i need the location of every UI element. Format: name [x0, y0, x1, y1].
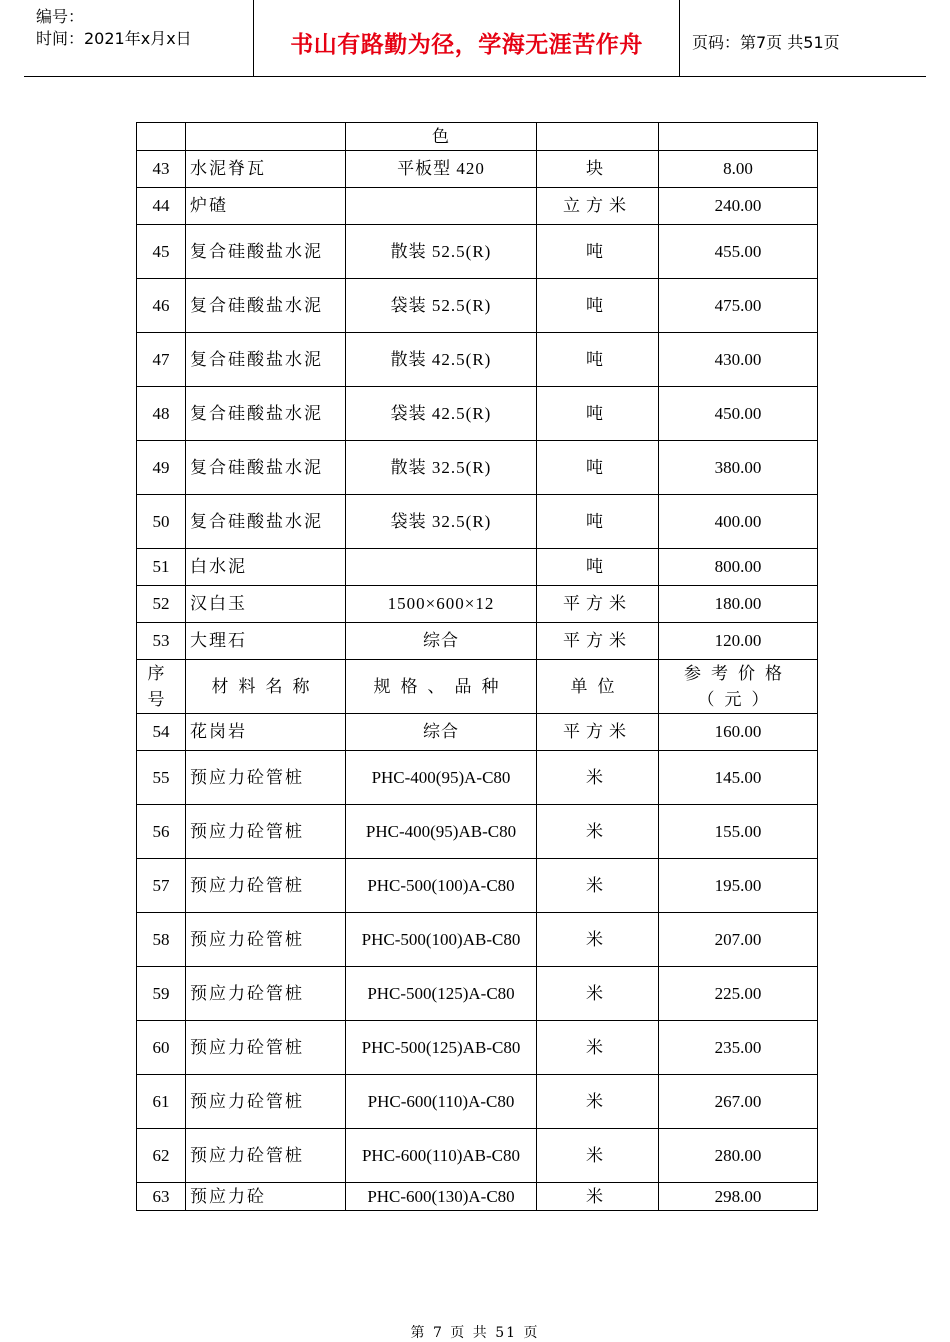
table-row [137, 913, 818, 967]
cell-price: 180.00 [659, 586, 818, 623]
cell-name: 花岗岩 [186, 714, 346, 751]
cell-name: 预应力砼管桩 [186, 805, 346, 859]
cell-name: 预应力砼管桩 [186, 751, 346, 805]
page-header [24, 0, 926, 77]
cell-unit: 吨 [537, 225, 659, 279]
cell-unit: 米 [537, 751, 659, 805]
cell-unit: 平方米 [537, 623, 659, 660]
cell-name: 复合硅酸盐水泥 [186, 387, 346, 441]
cell-no: 61 [137, 1075, 186, 1129]
document-number-label: 编号： [36, 7, 85, 26]
header-motto: 书山有路勤为径，学海无涯苦作舟 [290, 31, 643, 58]
cell-name: 汉白玉 [186, 586, 346, 623]
table-row [137, 188, 818, 225]
cell-name: 复合硅酸盐水泥 [186, 441, 346, 495]
table-row [137, 1021, 818, 1075]
cell-name: 预应力砼管桩 [186, 1021, 346, 1075]
cell-spec: PHC-500(125)AB-C80 [346, 1021, 537, 1075]
cell-spec: PHC-400(95)A-C80 [346, 751, 537, 805]
cell-unit: 米 [537, 1075, 659, 1129]
table-row [137, 279, 818, 333]
cell-unit: 平方米 [537, 586, 659, 623]
cell-price: 380.00 [659, 441, 818, 495]
cell-no: 47 [137, 333, 186, 387]
cell-no: 57 [137, 859, 186, 913]
cell-price: 475.00 [659, 279, 818, 333]
cell-spec: 袋装 42.5(R) [346, 387, 537, 441]
cell-price: 155.00 [659, 805, 818, 859]
cell-name: 复合硅酸盐水泥 [186, 333, 346, 387]
cell-spec: PHC-500(100)AB-C80 [346, 913, 537, 967]
cell-unit: 吨 [537, 549, 659, 586]
cell-no: 43 [137, 151, 186, 188]
cell-unit: 米 [537, 967, 659, 1021]
table-row [137, 751, 818, 805]
table-row [137, 333, 818, 387]
cell-spec: 袋装 32.5(R) [346, 495, 537, 549]
cell-unit: 吨 [537, 279, 659, 333]
cell-price: 430.00 [659, 333, 818, 387]
cell-spec: PHC-600(130)A-C80 [346, 1183, 537, 1211]
material-price-table-body [137, 123, 818, 1211]
table-row [137, 387, 818, 441]
cell-price: 195.00 [659, 859, 818, 913]
cell-price: 225.00 [659, 967, 818, 1021]
cell-name: 预应力砼管桩 [186, 1129, 346, 1183]
cell-name: 炉碴 [186, 188, 346, 225]
table-row-continuation [137, 123, 818, 151]
cell-name: 白水泥 [186, 549, 346, 586]
table-row [137, 1075, 818, 1129]
table-row [137, 225, 818, 279]
cell-unit: 米 [537, 913, 659, 967]
cell-unit: 立方米 [537, 188, 659, 225]
cell-no [137, 123, 186, 151]
cell-no: 52 [137, 586, 186, 623]
cell-no: 51 [137, 549, 186, 586]
column-header-unit: 单位 [537, 660, 659, 714]
column-header-name: 材料名称 [186, 660, 346, 714]
table-row [137, 586, 818, 623]
table-row [137, 805, 818, 859]
cell-unit [537, 123, 659, 151]
cell-price [659, 123, 818, 151]
cell-spec: 综合 [346, 623, 537, 660]
header-motto-cell [254, 0, 680, 76]
cell-no: 50 [137, 495, 186, 549]
column-header-no: 序号 [137, 660, 186, 714]
header-page-cell [680, 0, 926, 76]
cell-name: 复合硅酸盐水泥 [186, 225, 346, 279]
cell-no: 55 [137, 751, 186, 805]
cell-no: 54 [137, 714, 186, 751]
cell-unit: 块 [537, 151, 659, 188]
table-row [137, 1129, 818, 1183]
cell-spec: PHC-600(110)A-C80 [346, 1075, 537, 1129]
cell-name [186, 123, 346, 151]
table-row [137, 1183, 818, 1211]
cell-unit: 米 [537, 1021, 659, 1075]
cell-no: 46 [137, 279, 186, 333]
cell-no: 60 [137, 1021, 186, 1075]
cell-name: 大理石 [186, 623, 346, 660]
cell-name: 水泥脊瓦 [186, 151, 346, 188]
cell-price: 8.00 [659, 151, 818, 188]
cell-spec: PHC-500(125)A-C80 [346, 967, 537, 1021]
material-price-table [136, 122, 818, 1211]
cell-no: 49 [137, 441, 186, 495]
cell-price: 280.00 [659, 1129, 818, 1183]
cell-unit: 平方米 [537, 714, 659, 751]
cell-price: 267.00 [659, 1075, 818, 1129]
cell-no: 48 [137, 387, 186, 441]
cell-spec: 平板型 420 [346, 151, 537, 188]
cell-no: 59 [137, 967, 186, 1021]
cell-price: 298.00 [659, 1183, 818, 1211]
cell-spec: 综合 [346, 714, 537, 751]
cell-unit: 吨 [537, 441, 659, 495]
table-row [137, 967, 818, 1021]
cell-spec: 袋装 52.5(R) [346, 279, 537, 333]
cell-unit: 吨 [537, 495, 659, 549]
header-page-number: 页码：第7页 共51页 [692, 33, 840, 52]
cell-no: 58 [137, 913, 186, 967]
cell-name: 复合硅酸盐水泥 [186, 495, 346, 549]
table-row [137, 441, 818, 495]
cell-price: 455.00 [659, 225, 818, 279]
cell-spec: 散装 32.5(R) [346, 441, 537, 495]
table-row [137, 151, 818, 188]
cell-price: 240.00 [659, 188, 818, 225]
cell-price: 145.00 [659, 751, 818, 805]
cell-no: 62 [137, 1129, 186, 1183]
cell-name: 预应力砼管桩 [186, 859, 346, 913]
cell-price: 207.00 [659, 913, 818, 967]
page-footer: 第 7 页 共 51 页 [410, 1325, 540, 1341]
table-row [137, 859, 818, 913]
table-row [137, 623, 818, 660]
cell-price: 235.00 [659, 1021, 818, 1075]
table-row [137, 495, 818, 549]
cell-unit: 吨 [537, 333, 659, 387]
header-meta [24, 0, 254, 76]
document-time-label: 时间：2021年x月x日 [36, 29, 192, 48]
cell-name: 预应力砼管桩 [186, 913, 346, 967]
cell-no: 63 [137, 1183, 186, 1211]
cell-price: 120.00 [659, 623, 818, 660]
cell-no: 56 [137, 805, 186, 859]
column-header-price: 参考价格（元） [659, 660, 818, 714]
cell-spec [346, 549, 537, 586]
cell-price: 450.00 [659, 387, 818, 441]
cell-no: 53 [137, 623, 186, 660]
cell-unit: 米 [537, 859, 659, 913]
cell-spec: 散装 42.5(R) [346, 333, 537, 387]
cell-unit: 米 [537, 1183, 659, 1211]
cell-spec: PHC-500(100)A-C80 [346, 859, 537, 913]
table-row [137, 549, 818, 586]
table-header-row [137, 660, 818, 714]
cell-name: 预应力砼 [186, 1183, 346, 1211]
cell-name: 预应力砼管桩 [186, 1075, 346, 1129]
cell-name: 预应力砼管桩 [186, 967, 346, 1021]
cell-no: 44 [137, 188, 186, 225]
cell-unit: 米 [537, 1129, 659, 1183]
cell-price: 160.00 [659, 714, 818, 751]
cell-spec: 色 [346, 123, 537, 151]
cell-name: 复合硅酸盐水泥 [186, 279, 346, 333]
column-header-spec: 规格、品种 [346, 660, 537, 714]
cell-price: 800.00 [659, 549, 818, 586]
cell-spec: 散装 52.5(R) [346, 225, 537, 279]
cell-spec: PHC-600(110)AB-C80 [346, 1129, 537, 1183]
cell-unit: 吨 [537, 387, 659, 441]
cell-spec: 1500×600×12 [346, 586, 537, 623]
cell-price: 400.00 [659, 495, 818, 549]
cell-spec: PHC-400(95)AB-C80 [346, 805, 537, 859]
cell-unit: 米 [537, 805, 659, 859]
cell-no: 45 [137, 225, 186, 279]
cell-spec [346, 188, 537, 225]
table-row [137, 714, 818, 751]
